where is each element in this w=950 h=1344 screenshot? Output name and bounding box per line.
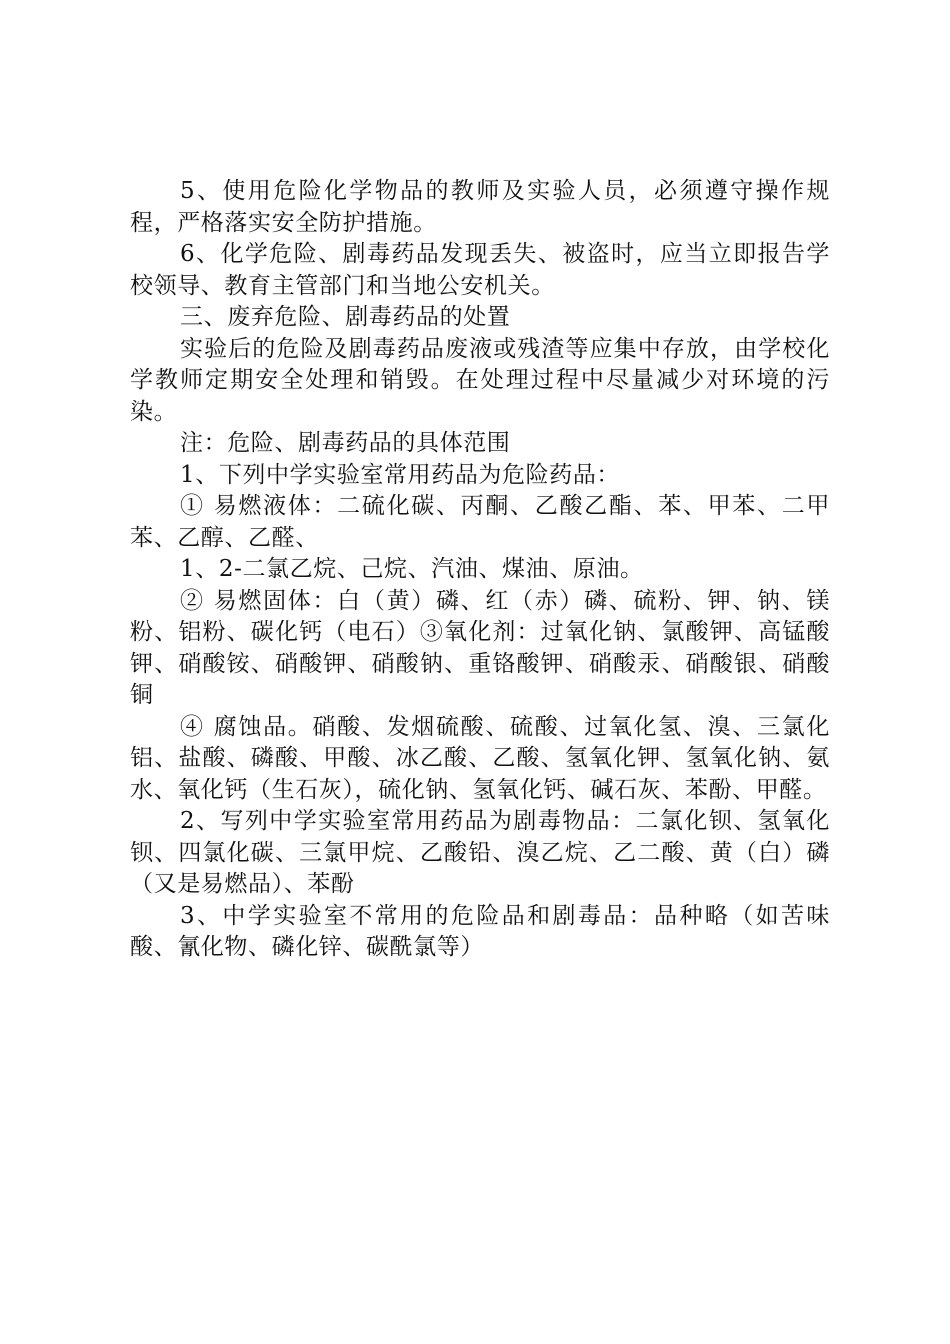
paragraph-item-6: 6、化学危险、剧毒药品发现丢失、被盗时，应当立即报告学校领导、教育主管部门和当地公安机关。: [130, 241, 830, 299]
note-heading: 注：危险、剧毒药品的具体范围: [180, 430, 511, 456]
paragraph-item-5: 5、使用危险化学物品的教师及实验人员，必须遵守操作规程，严格落实安全防护措施。: [130, 178, 830, 236]
note-item-2-toxic: 2、写列中学实验室常用药品为剧毒物品：二氯化钡、氢氧化钡、四氯化碳、三氯甲烷、乙酸铅、溴乙烷、乙二酸、黄（白）磷（又是易燃品）、苯酚: [130, 808, 830, 897]
section-heading-disposal: 三、废弃危险、剧毒药品的处置: [180, 304, 511, 330]
paragraph-disposal-body: 实验后的危险及剧毒药品废液或残渣等应集中存放，由学校化学教师定期安全处理和销毁。在处理过程中尽量减少对环境的污染。: [130, 335, 830, 425]
document-body: [130, 176, 830, 964]
corrosives: ④ 腐蚀品。硝酸、发烟硫酸、硫酸、过氧化氢、溴、三氯化铝、盐酸、磷酸、甲酸、冰乙酸、乙酸、氢氧化钾、氢氧化钠、氨水、氧化钙（生石灰），硫化钠、氢氧化钙、碱石灰、苯酚、甲醛。: [130, 713, 830, 803]
flammable-liquids: ① 易燃液体：二硫化碳、丙酮、乙酸乙酯、苯、甲苯、二甲苯、乙醇、乙醛、: [130, 493, 830, 551]
note-item-1: 1、下列中学实验室常用药品为危险药品：: [180, 461, 621, 488]
flammable-liquids-cont: 1、2-二氯乙烷、己烷、汽油、煤油、原油。: [180, 556, 644, 582]
flammable-solids-oxidizers: ② 易燃固体：白（黄）磷、红（赤）磷、硫粉、钾、钠、镁粉、铝粉、碳化钙（电石）③氧化剂：过氧化钠、氯酸钾、高锰酸钾、硝酸铵、硝酸钾、硝酸钠、重铬酸钾、硝酸汞、硝酸银、硝酸铜: [130, 587, 830, 708]
note-item-3-uncommon: 3、中学实验室不常用的危险品和剧毒品：品种略（如苦味酸、氰化物、磷化锌、碳酰氯等）: [130, 902, 830, 960]
